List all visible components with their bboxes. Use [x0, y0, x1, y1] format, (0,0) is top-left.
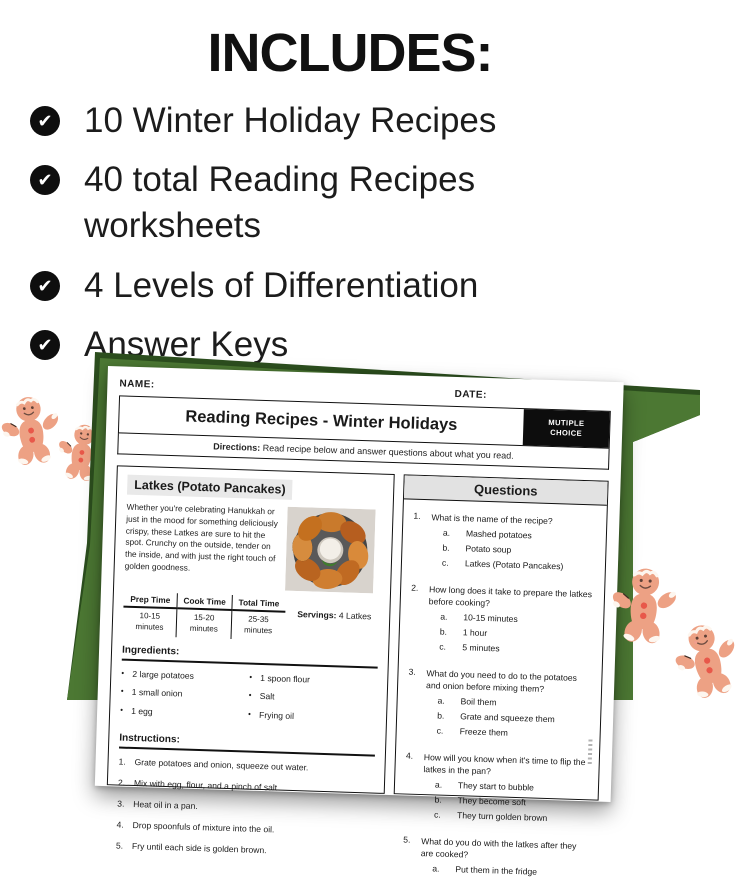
option-letter: a.	[440, 612, 448, 623]
option-text: 10-15 minutes	[463, 612, 518, 625]
option-letter: a.	[434, 779, 443, 791]
instruction-item	[116, 841, 372, 861]
time-table-header: Total Time	[232, 595, 286, 612]
step-text: Fry until each side is golden brown.	[131, 841, 267, 856]
time-servings-row	[123, 592, 380, 644]
name-label: NAME:	[119, 378, 155, 391]
time-table-header: Cook Time	[177, 593, 232, 610]
instructions-list	[116, 757, 375, 861]
step-number: 1.	[118, 756, 126, 767]
date-label: DATE:	[454, 388, 488, 401]
option-letter: b.	[442, 542, 450, 553]
step-number: 2.	[117, 777, 126, 788]
questions-card	[394, 474, 609, 878]
ingredients-heading: Ingredients:	[122, 644, 378, 668]
option-text: They become soft	[457, 795, 526, 808]
time-table-cell: 25-35 minutes	[231, 610, 286, 640]
includes-title: INCLUDES:	[207, 23, 493, 83]
badge-line: MUTIPLE	[548, 417, 585, 428]
answer-option	[437, 724, 592, 741]
includes-section	[0, 0, 700, 381]
answer-option	[442, 556, 597, 573]
question-number: 4.	[405, 750, 414, 761]
step-text: Grate potatoes and onion, squeeze out water.	[134, 757, 309, 773]
ingredient-label: 1 spoon flour	[260, 672, 311, 685]
questions-list	[392, 499, 607, 880]
time-table-cell: 15-20 minutes	[176, 608, 231, 638]
ingredients-list	[120, 668, 378, 732]
servings	[297, 609, 371, 621]
option-letter: c.	[439, 641, 447, 652]
question-number: 2.	[411, 582, 419, 593]
ingredient-item	[121, 668, 249, 682]
servings-label: Servings:	[297, 609, 337, 621]
list-item-label: 4 Levels of Differentiation	[84, 265, 479, 305]
question-text: How will you know when it's time to flip the latkes in the pan?	[423, 751, 586, 777]
step-text: Drop spoonfuls of mixture into the oil.	[132, 820, 275, 835]
instruction-item	[117, 799, 373, 819]
check-icon: ✔	[30, 106, 60, 136]
list-item	[30, 157, 700, 249]
instructions-heading: Instructions:	[119, 733, 375, 757]
answer-option	[432, 863, 587, 880]
question-text: How long does it take to prepare the latkes before cooking?	[428, 583, 593, 609]
bullet-icon: •	[121, 668, 125, 678]
list-item-label: 40 total Reading Recipes worksheets	[84, 160, 476, 246]
check-icon: ✔	[30, 330, 60, 360]
bullet-icon: •	[248, 709, 252, 719]
option-text: They start to bubble	[457, 780, 535, 794]
questions-header: Questions	[404, 475, 608, 505]
list-item-label: Answer Keys	[84, 324, 289, 364]
ingredient-label: 2 large potatoes	[132, 668, 195, 681]
option-letter: c.	[436, 725, 444, 736]
option-text: Latkes (Potato Pancakes)	[464, 557, 564, 571]
ingredient-item	[120, 705, 248, 719]
ingredient-label: 1 small onion	[131, 687, 183, 699]
option-text: They turn golden brown	[456, 809, 548, 823]
fine-print-vertical	[588, 739, 593, 765]
option-letter: a.	[432, 863, 440, 875]
step-text: Mix with egg, flour, and a pinch of salt.	[133, 778, 280, 793]
option-text: Grate and squeeze them	[460, 711, 555, 725]
list-item-label: 10 Winter Holiday Recipes	[84, 101, 497, 140]
question-number: 1.	[413, 510, 421, 521]
question-item	[409, 582, 596, 657]
ingredient-item	[248, 709, 376, 723]
check-icon: ✔	[30, 165, 60, 195]
question-text: What is the name of the recipe?	[431, 512, 553, 527]
instruction-item	[116, 820, 372, 840]
recipe-intro-row	[124, 502, 383, 594]
question-item	[407, 666, 594, 741]
directions-text: Read recipe below and answer questions about what you read.	[260, 442, 514, 461]
multiple-choice-badge	[523, 409, 610, 448]
step-number: 4.	[116, 819, 124, 831]
option-letter: a.	[442, 528, 451, 539]
ingredient-label: Frying oil	[258, 709, 295, 721]
bullet-icon: •	[248, 690, 252, 700]
ingredient-label: Salt	[259, 691, 275, 702]
option-text: 1 hour	[462, 627, 488, 639]
option-letter: b.	[434, 794, 442, 805]
bullet-icon: •	[120, 686, 124, 696]
time-table-header: Prep Time	[123, 592, 177, 609]
question-number: 5.	[403, 834, 411, 845]
includes-list	[30, 98, 700, 368]
question-number: 3.	[408, 666, 416, 677]
step-number: 3.	[117, 798, 125, 810]
option-text: Freeze them	[459, 725, 509, 738]
option-letter: c.	[433, 808, 441, 820]
ingredient-item	[249, 672, 377, 686]
time-table-cell: 10-15 minutes	[135, 611, 164, 632]
bullet-icon: •	[249, 672, 253, 682]
option-letter: b.	[437, 710, 445, 721]
list-item	[30, 263, 700, 309]
gingerbread-icon	[608, 546, 680, 664]
ingredient-item	[249, 691, 377, 705]
list-item	[30, 98, 700, 144]
question-item	[412, 511, 599, 573]
option-letter: b.	[439, 626, 448, 637]
option-letter: a.	[437, 695, 445, 707]
answer-option	[439, 640, 594, 657]
option-letter: c.	[441, 557, 449, 568]
badge-line: CHOICE	[550, 427, 583, 438]
ingredient-label: 1 egg	[131, 705, 153, 717]
question-item	[402, 834, 588, 880]
option-text: Boil them	[460, 696, 497, 708]
answer-option	[434, 808, 589, 825]
gingerbread-icon	[0, 375, 66, 485]
instruction-item	[118, 778, 374, 798]
step-number: 5.	[115, 840, 124, 852]
question-item	[404, 750, 591, 825]
question-text: What do you need to do to the potatoes and onion before mixing them?	[425, 667, 578, 694]
step-text: Heat oil in a pan.	[133, 799, 198, 812]
recipe-card	[107, 465, 395, 856]
worksheet-columns	[107, 465, 609, 878]
option-text: Put them in the fridge	[455, 864, 538, 878]
option-text: 5 minutes	[462, 641, 500, 653]
check-icon: ✔	[30, 271, 60, 301]
directions-label: Directions:	[213, 441, 261, 453]
recipe-title: Latkes (Potato Pancakes)	[127, 475, 293, 500]
bullet-icon: •	[120, 705, 124, 715]
instruction-item	[118, 757, 374, 777]
question-text: What do you do with the latkes after they are cooked?	[420, 835, 577, 860]
worksheet-page	[95, 366, 624, 878]
servings-value: 4 Latkes	[338, 610, 372, 622]
recipe-description: Whether you're celebrating Hanukkah or just in the mood for something deliciously crispy, these Latkes are sure to hit the spot. Crunchy on the outside, tender on the inside, and with just the right touch of golden goodness.	[124, 501, 279, 573]
time-table	[123, 592, 286, 641]
option-text: Mashed potatoes	[465, 528, 532, 541]
worksheet-title: Reading Recipes - Winter Holidays	[185, 407, 458, 434]
gingerbread-icon	[663, 598, 750, 722]
option-text: Potato soup	[465, 543, 512, 555]
latkes-photo	[285, 507, 376, 594]
ingredient-item	[121, 687, 249, 701]
